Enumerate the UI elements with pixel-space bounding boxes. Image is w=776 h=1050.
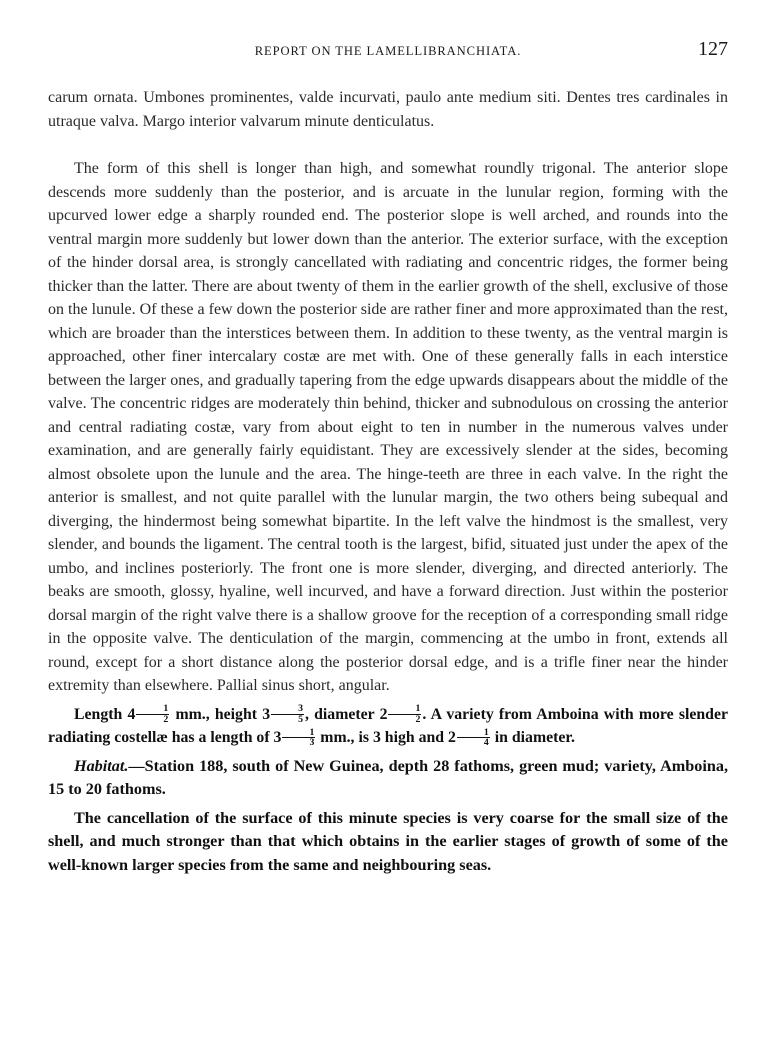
measurements-paragraph [48, 703, 728, 750]
latin-diagnosis-paragraph: carum ornata. Umbones prominentes, valde incurvati, paulo ante medium siti. Dentes tres cardinales in utraque valva. Margo interior valvarum minute denticulatus. [48, 89, 728, 130]
running-title: REPORT ON THE LAMELLIBRANCHIATA. [254, 44, 522, 58]
cancellation-paragraph: The cancellation of the surface of this minute species is very coarse for the small size of the shell, and much stronger than that which obtains in the earlier stages of growth of some of the well-known larger species from the same and neighbouring seas. [48, 808, 728, 874]
length-fraction: $\frac{1}{2}$ [136, 704, 169, 725]
length-text: Length 4 [74, 705, 136, 723]
variety-diameter-fraction: $\frac{1}{4}$ [457, 728, 490, 749]
habitat-label: Habitat. [74, 756, 129, 775]
document-page [48, 36, 728, 877]
habitat-paragraph [48, 755, 728, 802]
height-text: mm., height 3 [170, 705, 271, 723]
diameter-text: , diameter 2 [304, 705, 388, 723]
habitat-text: —Station 188, south of New Guinea, depth 28 fathoms, green mud; variety, Amboina, 15 to 20 fathoms. [48, 756, 728, 798]
shell-description-paragraph: The form of this shell is longer than high, and somewhat roundly trigonal. The anterior slope descends more suddenly than the posterior, and is arcuate in the lunular region, forming with the upcurved lower edge a sharply rounded end. The posterior slope is well arched, and rounds into the ventral margin more suddenly but lower down than the anterior. The exterior surface, with the exception of the hinder dorsal area, is strongly cancellated with radiating and concentric ridges, the former being thicker than the latter. There are about twenty of them in the earlier growth of the shell, exclusive of those on the lunule. Of these a few down the posterior side are rather finer and more approximated than the rest, which are broader than the interstices between them. In addition to these twenty, as the ventral margin is approached, other finer intercalary costæ are met with. One of these generally falls in each interstice between the larger ones, and gradually tapering from the edge upwards disappears about the middle of the valve. The concentric ridges are moderately thin behind, thicker and subnodulous on crossing the anterior and central radiating costæ, vary from about eight to ten in number in the numerous valves under examination, and are generally fairly equidistant. They are excessively slender at the sides, becoming almost obsolete upon the lunule and the area. The hinge-teeth are three in each valve. In the right the anterior is smallest, and not quite parallel with the lunular margin, the two others being subequal and diverging, the hindermost being somewhat bipartite. In the left valve the hindmost is the smallest, very slender, and bounds the ligament. The central tooth is the largest, bifid, situated just under the apex of the umbo, and inclines posteriorly. The front one is more slender, diverging, and directed anteriorly. The beaks are smooth, glossy, hyaline, well incurved, and have a forward direction. Just within the posterior dorsal margin of the right valve there is a shallow groove for the reception of a corresponding small ridge in the opposite valve. The denticulation of the margin, commencing at the umbo in front, extends all round, except for a short distance along the posterior dorsal edge, and is a trifle finer near the hinder extremity than elsewhere. Pallial sinus short, angular. [48, 160, 728, 694]
height-fraction: $\frac{3}{5}$ [271, 704, 304, 725]
page-number: 127 [698, 38, 728, 60]
variety-height-text: mm., is 3 high and 2 [316, 729, 456, 746]
measurements-end-text: in diameter. [490, 729, 575, 746]
variety-text: . A variety from Amboina with more slender radiating costellæ has a length of 3 [48, 705, 728, 746]
variety-length-fraction: $\frac{1}{3}$ [282, 728, 315, 749]
running-head [48, 36, 728, 66]
diameter-fraction: $\frac{1}{2}$ [388, 704, 421, 725]
